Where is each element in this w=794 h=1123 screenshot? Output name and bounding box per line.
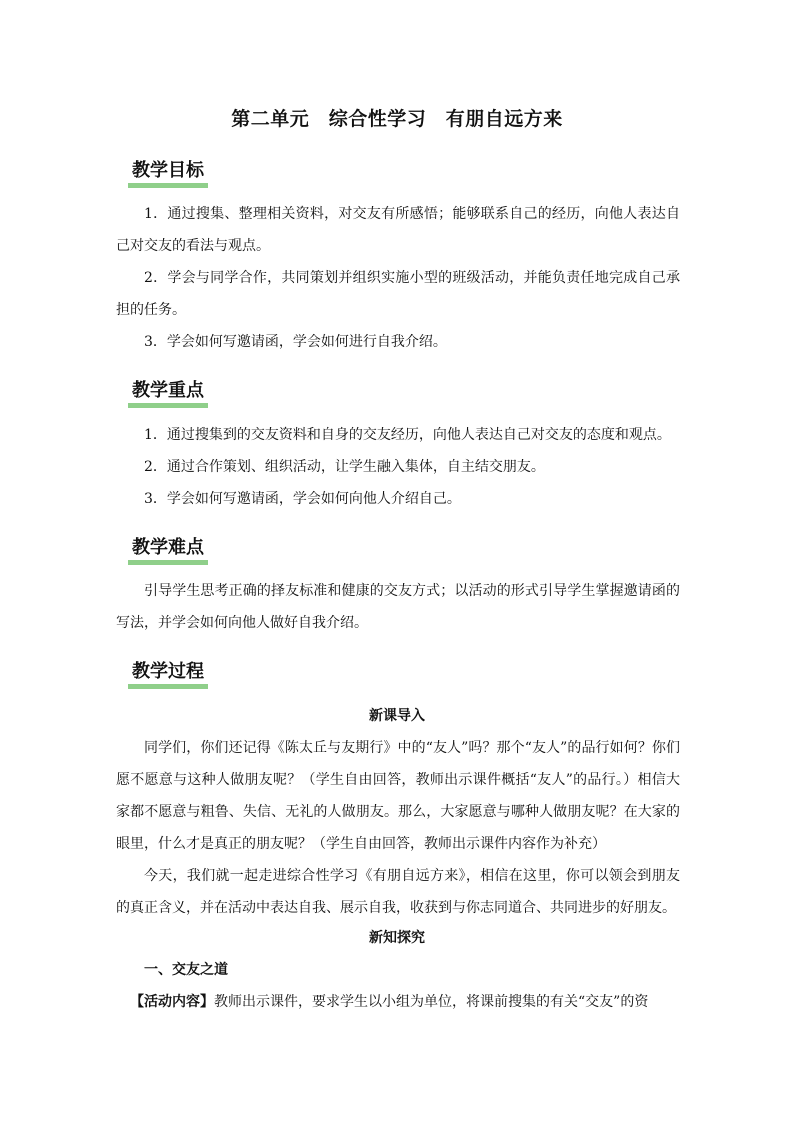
goal-item-3: 3．学会如何写邀请函，学会如何进行自我介绍。 [144,334,447,350]
activity-label: 【活动内容】 [130,994,214,1010]
part-one-title: 一、交友之道 [144,962,228,978]
section-heading-difficulties: 教学难点 [128,537,208,565]
goal-item-2: 2．学会与同学合作，共同策划并组织实施小型的班级活动，并能负责任地完成自己承担的任务。 [116,270,680,318]
key-point-item-2: 2．通过合作策划、组织活动，让学生融入集体，自主结交朋友。 [144,459,545,475]
section-heading-process: 教学过程 [128,661,208,689]
key-point-item-1: 1．通过搜集到的交友资料和自身的交友经历，向他人表达自己对交友的态度和观点。 [144,427,671,443]
goal-item-1: 1．通过搜集、整理相关资料，对交友有所感悟；能够联系自己的经历，向他人表达自己对交友的看法与观点。 [116,206,680,254]
difficulty-item-1: 引导学生思考正确的择友标准和健康的交友方式；以活动的形式引导学生掌握邀请函的写法，并学会如何向他人做好自我介绍。 [116,583,680,631]
key-point-item-3: 3．学会如何写邀请函，学会如何向他人介绍自己。 [144,491,461,507]
intro-title: 新课导入 [369,708,425,724]
section-heading-goals: 教学目标 [128,160,208,188]
page-title: 第二单元 综合性学习 有朋自远方来 [231,108,563,130]
section-heading-key-points: 教学重点 [128,380,208,408]
activity-text: 教师出示课件，要求学生以小组为单位，将课前搜集的有关“交友”的资 [214,994,649,1010]
activity-paragraph [130,986,690,1018]
explore-title: 新知探究 [369,930,425,946]
intro-paragraph-1: 同学们，你们还记得《陈太丘与友期行》中的“友人”吗？那个“友人”的品行如何？你们愿不愿意与这种人做朋友呢？（学生自由回答，教师出示课件概括“友人”的品行。）相信大家都不愿意与粗鲁、失信、无礼的人做朋友。那么，大家愿意与哪种人做朋友呢？在大家的眼里，什么才是真正的朋友呢？（学生自由回答，教师出示课件内容作为补充） [116,740,680,852]
intro-paragraph-2: 今天，我们就一起走进综合性学习《有朋自远方来》，相信在这里，你可以领会到朋友的真正含义，并在活动中表达自我、展示自我，收获到与你志同道合、共同进步的好朋友。 [116,868,680,916]
